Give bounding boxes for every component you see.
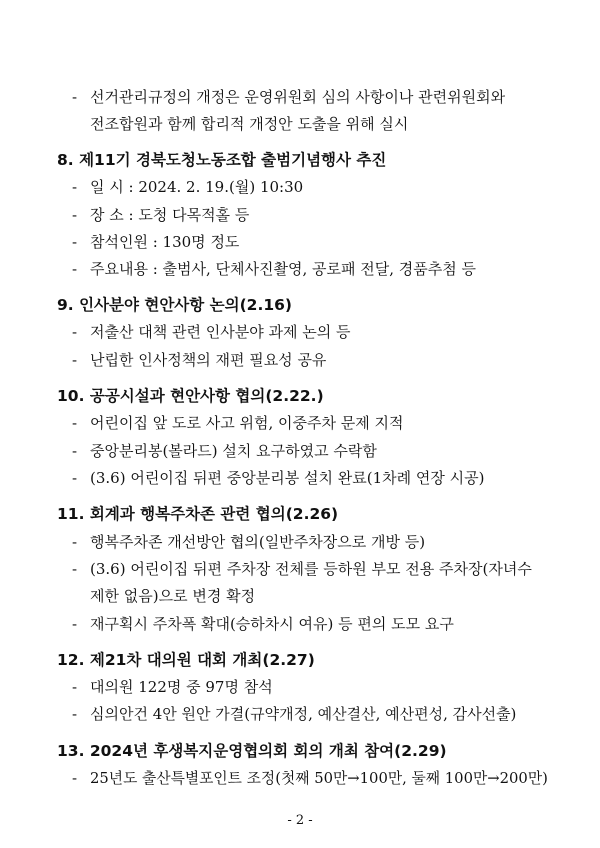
section-8-item-3: 참석인원 : 130명 정도 bbox=[90, 233, 240, 251]
section-8-item-2: 장 소 : 도청 다목적홀 등 bbox=[90, 206, 250, 224]
section-11-item-1: 행복주차존 개선방안 협의(일반주차장으로 개방 등) bbox=[90, 533, 426, 551]
section-8-title: 8. 제11기 경북도청노동조합 출범기념행사 추진 bbox=[57, 151, 387, 169]
bullet: - bbox=[72, 178, 78, 196]
bullet: - bbox=[72, 233, 78, 251]
section-12-title: 12. 제21차 대의원 대회 개최(2.27) bbox=[57, 651, 315, 669]
section-13-title: 13. 2024년 후생복지운영협의회 회의 개최 참여(2.29) bbox=[57, 742, 447, 760]
section-12-item-1: 대의원 122명 중 97명 참석 bbox=[90, 678, 273, 696]
bullet: - bbox=[72, 414, 78, 432]
section-8-item-4: 주요내용 : 출범사, 단체사진촬영, 공로패 전달, 경품추첨 등 bbox=[90, 260, 477, 278]
bullet: - bbox=[72, 469, 78, 487]
section-11-title: 11. 회계과 행복주차존 관련 협의(2.26) bbox=[57, 505, 339, 523]
bullet: - bbox=[72, 615, 78, 633]
bullet: - bbox=[72, 323, 78, 341]
bullet: - bbox=[72, 351, 78, 369]
bullet: - bbox=[72, 442, 78, 460]
bullet: - bbox=[72, 705, 78, 723]
section-10-title: 10. 공공시설과 현안사항 협의(2.22.) bbox=[57, 387, 324, 405]
bullet: - bbox=[72, 560, 78, 578]
section-11-item-2: (3.6) 어린이집 뒤편 주차장 전체를 등하원 부모 전용 주차장(자녀수 bbox=[90, 560, 532, 578]
section-9-title: 9. 인사분야 현안사항 논의(2.16) bbox=[57, 296, 293, 314]
section-9-item-2: 난립한 인사정책의 재편 필요성 공유 bbox=[90, 351, 327, 369]
section-13-item-1: 25년도 출산특별포인트 조정(첫째 50만→100만, 둘째 100만→200만) bbox=[90, 769, 548, 787]
bullet: - bbox=[72, 678, 78, 696]
section-10-item-2: 중앙분리봉(볼라드) 설치 요구하였고 수락함 bbox=[90, 442, 377, 460]
section-11-item-3: 재구획시 주차폭 확대(승하차시 여유) 등 편의 도모 요구 bbox=[90, 615, 454, 633]
section-10-item-3: (3.6) 어린이집 뒤편 중앙분리봉 설치 완료(1차례 연장 시공) bbox=[90, 469, 485, 487]
bullet: - bbox=[72, 260, 78, 278]
section-10-item-1: 어린이집 앞 도로 사고 위험, 이중주차 문제 지적 bbox=[90, 414, 404, 432]
intro-line-2: 전조합원과 함께 합리적 개정안 도출을 위해 실시 bbox=[90, 115, 409, 133]
section-12-item-2: 심의안건 4안 원안 가결(규약개정, 예산결산, 예산편성, 감사선출) bbox=[90, 705, 517, 723]
bullet: - bbox=[72, 769, 78, 787]
section-8-item-1: 일 시 : 2024. 2. 19.(월) 10:30 bbox=[90, 178, 304, 196]
intro-line-1: 선거관리규정의 개정은 운영위원회 심의 사항이나 관련위원회와 bbox=[90, 88, 506, 106]
section-11-item-2-continued: 제한 없음)으로 변경 확정 bbox=[90, 587, 256, 605]
page-number: - 2 - bbox=[287, 813, 313, 828]
bullet: - bbox=[72, 533, 78, 551]
intro-bullet: - bbox=[72, 88, 78, 106]
section-9-item-1: 저출산 대책 관련 인사분야 과제 논의 등 bbox=[90, 323, 351, 341]
bullet: - bbox=[72, 206, 78, 224]
